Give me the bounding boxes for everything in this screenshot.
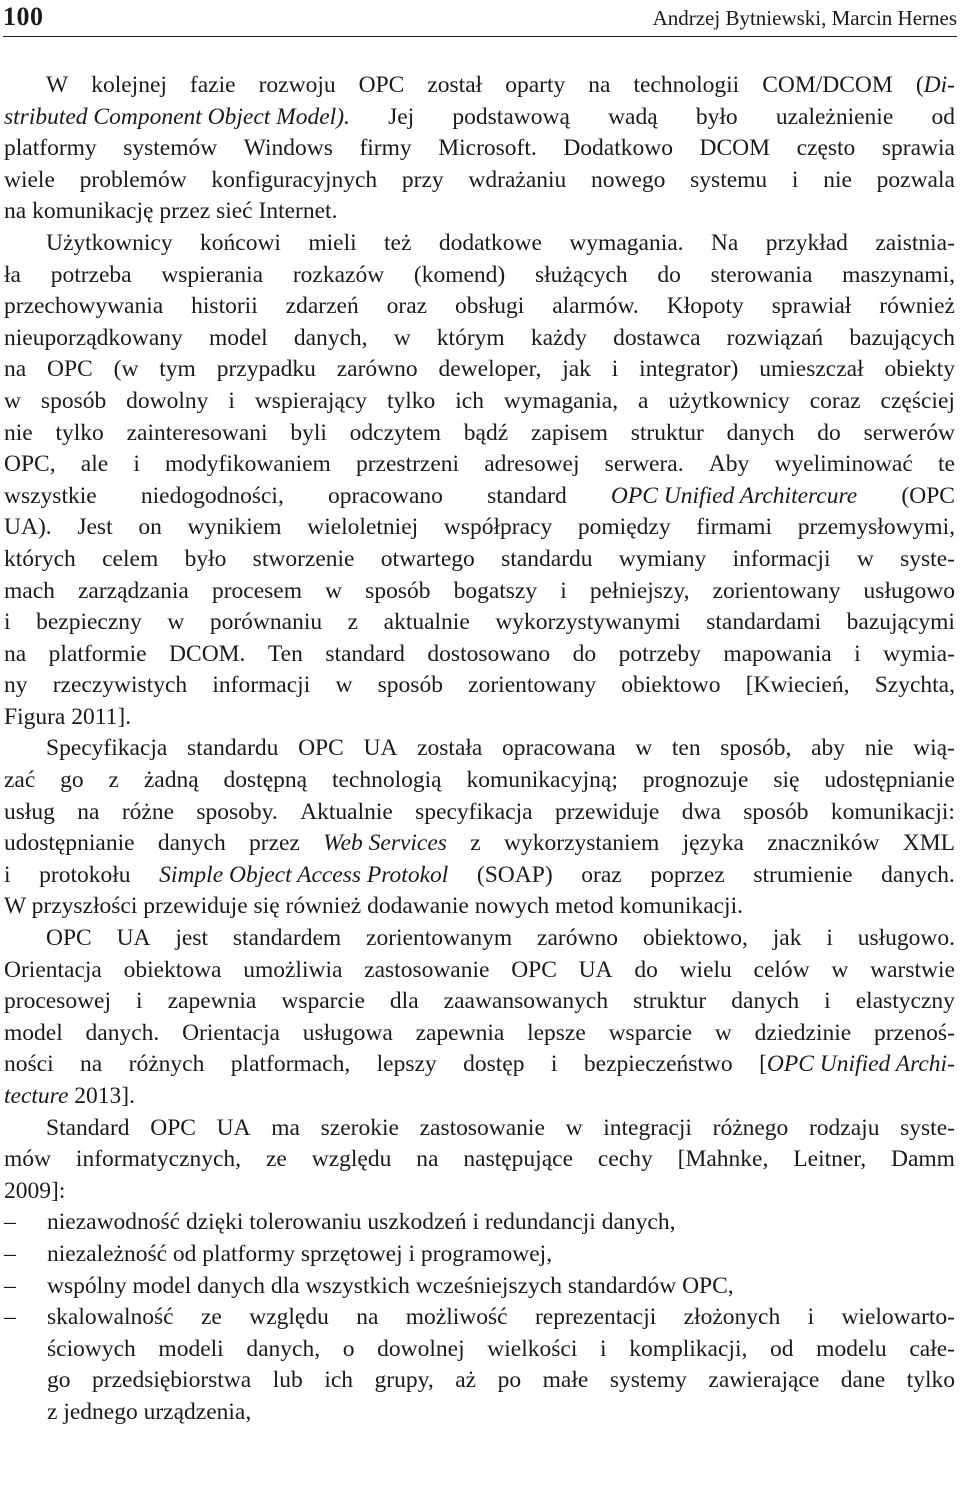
text-line: Standard OPC UA ma szerokie zastosowanie w integracji różnego rodzaju syste- [46, 1114, 955, 1141]
text-line: stributed Component Object Model). Jej podstawową wadą było uzależnienie od [4, 103, 955, 130]
text-line: przechowywania historii zdarzeń oraz obsługi alarmów. Kłopoty sprawiał również [4, 293, 955, 320]
feature-list [4, 1207, 955, 1428]
text-line: ności na różnych platformach, lepszy dostęp i bezpieczeństwo [OPC Unified Archi- [4, 1051, 955, 1078]
text-line: Specyfikacja standardu OPC UA została opracowana w ten sposób, aby nie wią- [46, 735, 955, 762]
text-line: wiele problemów konfiguracyjnych przy wdrażaniu nowego systemu i nie pozwala [4, 166, 955, 193]
bullet-dash: – [4, 1209, 16, 1236]
text-line: udostępnianie danych przez Web Services z wykorzystaniem języka znaczników XML [4, 830, 955, 857]
text-line: mach zarządzania procesem w sposób bogatszy i pełniejszy, zorientowany usługowo [4, 577, 955, 604]
bullet-dash: – [4, 1304, 16, 1331]
text-line: ła potrzeba wspierania rozkazów (komend) służących do sterowania maszynami, [4, 261, 955, 288]
text-line: w sposób dowolny i wspierający tylko ich wymagania, a użytkownicy coraz częściej [4, 387, 955, 414]
text-line: OPC, ale i modyfikowaniem przestrzeni adresowej serwera. Aby wyeliminować te [4, 451, 955, 478]
text-line: W kolejnej fazie rozwoju OPC został oparty na technologii COM/DCOM (Di- [46, 72, 955, 98]
text-line: model danych. Orientacja usługowa zapewnia lepsze wsparcie w dziedzinie przenoś- [4, 1019, 955, 1046]
text-line: tecture 2013]. [4, 1083, 135, 1109]
text-line: Użytkownicy końcowi mieli też dodatkowe wymagania. Na przykład zaistnia- [46, 229, 955, 256]
text-line: nie tylko zainteresowani byli odczytem bądź zapisem struktur danych do serwerów [4, 419, 955, 446]
text-line: UA). Jest on wynikiem wieloletniej współpracy pomiędzy firmami przemysłowymi, [4, 514, 955, 541]
page-number: 100 [3, 2, 44, 31]
text-line: ny rzeczywistych informacji w sposób zorientowany obiektowo [Kwiecień, Szychta, [4, 672, 955, 699]
text-line: zać go z żadną dostępną technologią komunikacyjną; prognozuje się udostępnianie [4, 767, 955, 794]
text-line: 2009]: [4, 1177, 66, 1204]
list-item-continuation: go przedsiębiorstwa lub ich grupy, aż po małe systemy zawierające dane tylko [47, 1367, 955, 1394]
text-line: na OPC (w tym przypadku zarówno deweloper, jak i integrator) umieszczał obiekty [4, 356, 955, 383]
text-line: na platformie DCOM. Ten standard dostosowano do potrzeby mapowania i wymia- [4, 640, 955, 667]
text-line: Figura 2011]. [4, 703, 132, 730]
bullet-dash: – [4, 1240, 16, 1267]
text-line: platformy systemów Windows firmy Microsoft. Dodatkowo DCOM często sprawia [4, 135, 955, 162]
text-line: OPC UA jest standardem zorientowanym zarówno obiektowo, jak i usługowo. [46, 925, 955, 952]
list-item: – skalowalność ze względu na możliwość reprezentacji złożonych i wielowarto- [4, 1302, 955, 1334]
text-line: mów informatycznych, ze względu na następujące cechy [Mahnke, Leitner, Damm [4, 1146, 955, 1173]
text-line: procesowej i zapewnia wsparcie dla zaawansowanych struktur danych i elastyczny [4, 988, 955, 1015]
text-line: i bezpieczny w porównaniu z aktualnie wykorzystywanymi standardami bazującymi [4, 609, 955, 636]
body-text [4, 70, 955, 1429]
list-item: – niezależność od platformy sprzętowej i programowej, [4, 1239, 955, 1271]
page-header [3, 0, 957, 37]
bullet-dash: – [4, 1272, 16, 1299]
text-line: usług na różne sposoby. Aktualnie specyfikacja przewiduje dwa sposób komunikacji: [4, 798, 955, 825]
list-item-continuation: ściowych modeli danych, o dowolnej wielkości i komplikacji, od modelu całe- [47, 1335, 955, 1362]
list-item: – niezawodność dzięki tolerowaniu uszkodzeń i redundancji danych, [4, 1207, 955, 1239]
list-item-continuation: z jednego urządzenia, [47, 1398, 252, 1425]
paragraphs [4, 70, 955, 1207]
text-line: których celem było stworzenie otwartego standardu wymiany informacji w syste- [4, 545, 955, 572]
text-line: nieuporządkowany model danych, w którym każdy dostawca rozwiązań bazujących [4, 324, 955, 351]
text-line: W przyszłości przewiduje się również dodawanie nowych metod komunikacji. [4, 893, 743, 920]
text-line: wszystkie niedogodności, opracowano standard OPC Unified Architercure (OPC [4, 482, 955, 509]
running-head-authors: Andrzej Bytniewski, Marcin Hernes [652, 6, 957, 30]
text-line: na komunikację przez sieć Internet. [4, 198, 338, 225]
list-item: – wspólny model danych dla wszystkich wcześniejszych standardów OPC, [4, 1271, 955, 1303]
text-line: Orientacja obiektowa umożliwia zastosowanie OPC UA do wielu celów w warstwie [4, 956, 955, 983]
text-line: i protokołu Simple Object Access Protokol (SOAP) oraz poprzez strumienie danych. [4, 861, 955, 888]
